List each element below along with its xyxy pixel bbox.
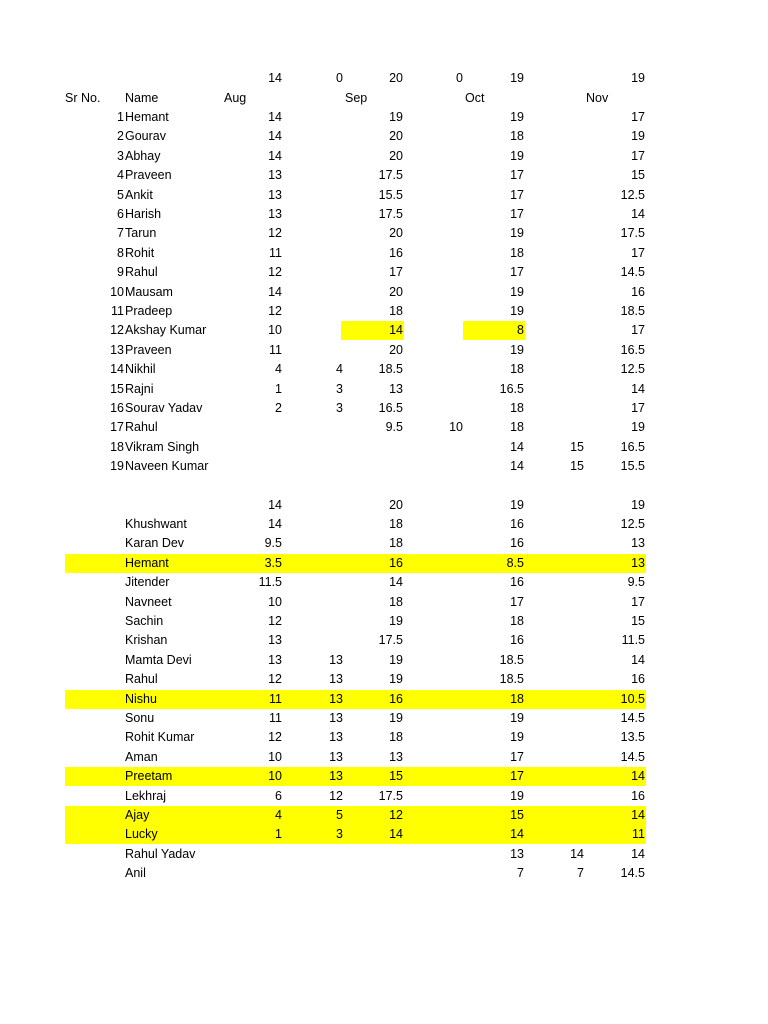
value-cell: 13 bbox=[329, 711, 343, 725]
sr-no-cell: 4 bbox=[117, 168, 124, 183]
value-cell: 18 bbox=[510, 420, 524, 435]
table-row bbox=[0, 845, 768, 864]
sr-no-cell: 13 bbox=[110, 342, 124, 357]
top-header-cell: 14 bbox=[268, 71, 282, 85]
table-row bbox=[0, 670, 768, 689]
value-cell: 11 bbox=[269, 691, 282, 706]
value-cell: 18.5 bbox=[620, 304, 645, 318]
header-oct: Oct bbox=[465, 91, 485, 105]
value-cell: 16.5 bbox=[378, 401, 403, 415]
top-header-row bbox=[0, 69, 768, 88]
top-header-cell: 0 bbox=[336, 71, 343, 85]
table-row-highlighted bbox=[0, 554, 768, 573]
value-cell: 6 bbox=[275, 788, 282, 803]
table-row bbox=[0, 127, 768, 146]
value-cell: 17.5 bbox=[378, 788, 403, 803]
table-row bbox=[0, 709, 768, 728]
value-cell: 16 bbox=[631, 284, 645, 299]
header-aug: Aug bbox=[224, 91, 247, 105]
table-row-highlighted bbox=[0, 806, 768, 825]
name-cell: Sonu bbox=[125, 711, 155, 725]
value-cell: 16.5 bbox=[620, 439, 645, 454]
value-cell: 14.5 bbox=[620, 711, 645, 725]
table-row bbox=[0, 748, 768, 767]
value-cell: 15 bbox=[631, 168, 645, 183]
name-cell: Vikram Singh bbox=[125, 439, 200, 454]
sr-no-cell: 15 bbox=[110, 381, 124, 396]
value-cell: 18 bbox=[510, 362, 524, 377]
value-cell: 11 bbox=[269, 342, 282, 357]
value-cell: 16 bbox=[631, 672, 645, 687]
value-cell: 17.5 bbox=[378, 633, 403, 648]
table-row bbox=[0, 147, 768, 166]
value-cell: 18 bbox=[389, 594, 403, 609]
value-cell: 19 bbox=[510, 304, 524, 318]
value-cell: 8 bbox=[517, 323, 524, 338]
name-cell: Sachin bbox=[125, 614, 164, 628]
value-cell: 14 bbox=[268, 129, 282, 144]
name-cell: Lekhraj bbox=[125, 788, 166, 803]
table-row bbox=[0, 534, 768, 553]
value-cell: 14 bbox=[631, 381, 645, 396]
value-cell: 16 bbox=[389, 555, 403, 570]
value-cell: 16 bbox=[510, 517, 524, 531]
value-cell: 13 bbox=[268, 168, 282, 183]
value-cell: 17 bbox=[631, 245, 645, 260]
name-cell: Naveen Kumar bbox=[125, 459, 209, 474]
value-cell: 10 bbox=[268, 323, 282, 338]
name-cell: Rahul bbox=[125, 265, 158, 280]
table-row bbox=[0, 263, 768, 282]
top-header-cell: 20 bbox=[389, 71, 403, 85]
value-cell: 19 bbox=[510, 284, 524, 299]
sr-no-cell: 16 bbox=[110, 401, 124, 415]
value-cell: 9.5 bbox=[264, 536, 282, 551]
value-cell: 19 bbox=[389, 652, 403, 667]
value-cell: 15 bbox=[389, 769, 403, 784]
table-row bbox=[0, 321, 768, 340]
section-2-header-row bbox=[0, 496, 768, 515]
name-cell: Ajay bbox=[125, 808, 150, 822]
value-cell: 14 bbox=[631, 846, 645, 861]
value-cell: 14 bbox=[510, 459, 524, 474]
value-cell: 19 bbox=[510, 788, 524, 803]
name-cell: Rohit Kumar bbox=[125, 730, 195, 745]
value-cell: 17.5 bbox=[378, 168, 403, 183]
value-cell: 10 bbox=[268, 769, 282, 784]
table-row bbox=[0, 418, 768, 437]
value-cell: 14 bbox=[389, 323, 403, 338]
table-row bbox=[0, 283, 768, 302]
value-cell: 3.5 bbox=[264, 555, 282, 570]
value-cell: 14 bbox=[268, 110, 282, 124]
value-cell: 14 bbox=[631, 207, 645, 221]
sr-no-cell: 10 bbox=[110, 284, 124, 299]
table-row bbox=[0, 244, 768, 263]
value-cell: 18 bbox=[510, 691, 524, 706]
name-cell: Praveen bbox=[125, 342, 172, 357]
name-cell: Preetam bbox=[125, 769, 173, 784]
name-cell: Pradeep bbox=[125, 304, 173, 318]
value-cell: 15 bbox=[570, 439, 584, 454]
value-cell: 18.5 bbox=[378, 362, 403, 377]
value-cell: 12 bbox=[329, 788, 343, 803]
value-cell: 13 bbox=[329, 691, 343, 706]
value-cell: 20 bbox=[389, 226, 403, 241]
name-cell: Karan Dev bbox=[125, 536, 185, 551]
value-cell: 1 bbox=[275, 827, 282, 842]
value-cell: 13 bbox=[329, 730, 343, 745]
value-cell: 3 bbox=[336, 381, 343, 396]
value-cell: 15 bbox=[570, 459, 584, 474]
value-cell: 20 bbox=[389, 148, 403, 163]
name-cell: Anil bbox=[125, 866, 146, 881]
value-cell: 17 bbox=[389, 265, 403, 280]
value-cell: 11 bbox=[632, 827, 645, 842]
value-cell: 14 bbox=[389, 575, 403, 590]
value-cell: 19 bbox=[631, 420, 645, 435]
table-row bbox=[0, 399, 768, 418]
table-row bbox=[0, 186, 768, 205]
value-cell: 18 bbox=[389, 517, 403, 531]
name-cell: Sourav Yadav bbox=[125, 401, 203, 415]
sr-no-cell: 6 bbox=[117, 207, 124, 221]
value-cell: 8.5 bbox=[506, 555, 524, 570]
value-cell: 15 bbox=[510, 808, 524, 822]
table-row bbox=[0, 651, 768, 670]
name-cell: Rahul bbox=[125, 672, 158, 687]
table-row bbox=[0, 593, 768, 612]
name-cell: Rahul Yadav bbox=[125, 846, 196, 861]
name-cell: Rohit bbox=[125, 245, 155, 260]
table-row bbox=[0, 166, 768, 185]
value-cell: 19 bbox=[510, 711, 524, 725]
table-row bbox=[0, 515, 768, 534]
table-row bbox=[0, 224, 768, 243]
value-cell: 16 bbox=[510, 575, 524, 590]
header-sr-no: Sr No. bbox=[65, 91, 101, 105]
name-cell: Nishu bbox=[125, 691, 157, 706]
value-cell: 4 bbox=[336, 362, 343, 377]
value-cell: 13 bbox=[329, 749, 343, 764]
value-cell: 13.5 bbox=[620, 730, 645, 745]
value-cell: 16 bbox=[510, 536, 524, 551]
value-cell: 13 bbox=[631, 536, 645, 551]
table-row bbox=[0, 457, 768, 476]
value-cell: 13 bbox=[329, 672, 343, 687]
value-cell: 17 bbox=[510, 187, 524, 202]
value-cell: 14 bbox=[631, 769, 645, 784]
top-header-cell: 19 bbox=[631, 71, 645, 85]
value-cell: 19 bbox=[510, 226, 524, 241]
value-cell: 13 bbox=[329, 652, 343, 667]
value-cell: 19 bbox=[389, 711, 403, 725]
name-cell: Mausam bbox=[125, 284, 173, 299]
value-cell: 16 bbox=[510, 633, 524, 648]
value-cell: 12 bbox=[268, 304, 282, 318]
sr-no-cell: 3 bbox=[117, 148, 124, 163]
name-cell: Jitender bbox=[125, 575, 170, 590]
table-row bbox=[0, 631, 768, 650]
sr-no-cell: 17 bbox=[110, 420, 124, 435]
value-cell: 18 bbox=[510, 401, 524, 415]
table-row bbox=[0, 341, 768, 360]
value-cell: 11 bbox=[269, 711, 282, 725]
value-cell: 9.5 bbox=[627, 575, 645, 590]
value-cell: 3 bbox=[336, 401, 343, 415]
value-cell: 18 bbox=[389, 730, 403, 745]
sr-no-cell: 18 bbox=[110, 439, 124, 454]
table-row bbox=[0, 380, 768, 399]
value-cell: 5 bbox=[336, 808, 343, 822]
value-cell: 20 bbox=[389, 284, 403, 299]
table-row-highlighted bbox=[0, 825, 768, 844]
value-cell: 13 bbox=[268, 187, 282, 202]
value-cell: 20 bbox=[389, 129, 403, 144]
name-cell: Krishan bbox=[125, 633, 168, 648]
value-cell: 17.5 bbox=[620, 226, 645, 241]
sr-no-cell: 9 bbox=[117, 265, 124, 280]
value-cell: 18 bbox=[510, 614, 524, 628]
value-cell: 14 bbox=[510, 439, 524, 454]
name-cell: Harish bbox=[125, 207, 162, 221]
value-cell: 2 bbox=[275, 401, 282, 415]
value-cell: 16.5 bbox=[620, 342, 645, 357]
value-cell: 17 bbox=[631, 148, 645, 163]
table-row bbox=[0, 302, 768, 321]
name-cell: Nikhil bbox=[125, 362, 156, 377]
value-cell: 18.5 bbox=[499, 672, 524, 687]
value-cell: 4 bbox=[275, 362, 282, 377]
value-cell: 15 bbox=[631, 614, 645, 628]
value-cell: 17.5 bbox=[378, 207, 403, 221]
value-cell: 14 bbox=[631, 652, 645, 667]
table-row-highlighted bbox=[0, 690, 768, 709]
name-cell: Rajni bbox=[125, 381, 154, 396]
value-cell: 17 bbox=[510, 594, 524, 609]
value-cell: 14 bbox=[631, 808, 645, 822]
top-header-cell: 0 bbox=[456, 71, 463, 85]
table-row bbox=[0, 573, 768, 592]
value-cell: 12 bbox=[268, 614, 282, 628]
sr-no-cell: 8 bbox=[117, 245, 124, 260]
column-header-row bbox=[0, 89, 768, 108]
value-cell: 12.5 bbox=[620, 362, 645, 377]
value-cell: 16.5 bbox=[499, 381, 524, 396]
sr-no-cell: 11 bbox=[111, 304, 124, 318]
table-row bbox=[0, 360, 768, 379]
value-cell: 10 bbox=[268, 594, 282, 609]
value-cell: 20 bbox=[389, 342, 403, 357]
value-cell: 14 bbox=[268, 148, 282, 163]
value-cell: 13 bbox=[389, 381, 403, 396]
value-cell: 12 bbox=[268, 265, 282, 280]
value-cell: 7 bbox=[517, 866, 524, 881]
value-cell: 13 bbox=[510, 846, 524, 861]
value-cell: 13 bbox=[329, 769, 343, 784]
sr-no-cell: 5 bbox=[117, 187, 124, 202]
value-cell: 12 bbox=[389, 808, 403, 822]
value-cell: 17 bbox=[631, 594, 645, 609]
value-cell: 4 bbox=[275, 808, 282, 822]
value-cell: 12 bbox=[268, 730, 282, 745]
value-cell: 17 bbox=[510, 265, 524, 280]
top-header-cell: 19 bbox=[510, 71, 524, 85]
value-cell: 13 bbox=[268, 633, 282, 648]
section-2-header-cell: 20 bbox=[389, 498, 403, 512]
value-cell: 14 bbox=[510, 827, 524, 842]
table-row-highlighted bbox=[0, 767, 768, 786]
value-cell: 12 bbox=[268, 226, 282, 241]
value-cell: 18 bbox=[389, 304, 403, 318]
value-cell: 19 bbox=[510, 110, 524, 124]
header-sep: Sep bbox=[345, 91, 368, 105]
value-cell: 15.5 bbox=[378, 187, 403, 202]
value-cell: 17 bbox=[510, 207, 524, 221]
value-cell: 17 bbox=[510, 769, 524, 784]
name-cell: Hemant bbox=[125, 555, 169, 570]
value-cell: 11 bbox=[269, 245, 282, 260]
table-row bbox=[0, 205, 768, 224]
value-cell: 19 bbox=[389, 672, 403, 687]
header-nov: Nov bbox=[586, 91, 609, 105]
value-cell: 18 bbox=[510, 245, 524, 260]
sr-no-cell: 19 bbox=[110, 459, 124, 474]
value-cell: 14.5 bbox=[620, 265, 645, 280]
table-row bbox=[0, 612, 768, 631]
value-cell: 12.5 bbox=[620, 517, 645, 531]
value-cell: 19 bbox=[510, 148, 524, 163]
value-cell: 15.5 bbox=[620, 459, 645, 474]
value-cell: 14 bbox=[268, 284, 282, 299]
value-cell: 11.5 bbox=[258, 575, 282, 590]
value-cell: 10 bbox=[449, 420, 463, 435]
value-cell: 17 bbox=[510, 749, 524, 764]
sr-no-cell: 2 bbox=[117, 129, 124, 144]
name-cell: Tarun bbox=[125, 226, 157, 241]
name-cell: Abhay bbox=[125, 148, 161, 163]
value-cell: 10 bbox=[268, 749, 282, 764]
name-cell: Lucky bbox=[125, 827, 158, 842]
value-cell: 9.5 bbox=[385, 420, 403, 435]
table-row bbox=[0, 438, 768, 457]
name-cell: Mamta Devi bbox=[125, 652, 192, 667]
value-cell: 19 bbox=[510, 730, 524, 745]
value-cell: 12.5 bbox=[620, 187, 645, 202]
name-cell: Khushwant bbox=[125, 517, 187, 531]
value-cell: 1 bbox=[275, 381, 282, 396]
table-row bbox=[0, 728, 768, 747]
value-cell: 14 bbox=[570, 846, 584, 861]
value-cell: 19 bbox=[510, 342, 524, 357]
value-cell: 13 bbox=[268, 207, 282, 221]
name-cell: Praveen bbox=[125, 168, 172, 183]
value-cell: 14.5 bbox=[620, 749, 645, 764]
sr-no-cell: 1 bbox=[117, 110, 124, 124]
value-cell: 12 bbox=[268, 672, 282, 687]
value-cell: 17 bbox=[631, 323, 645, 338]
sr-no-cell: 14 bbox=[110, 362, 124, 377]
value-cell: 10.5 bbox=[620, 691, 645, 706]
table-row bbox=[0, 864, 768, 883]
name-cell: Gourav bbox=[125, 129, 166, 144]
value-cell: 7 bbox=[577, 866, 584, 881]
value-cell: 19 bbox=[389, 614, 403, 628]
table-row bbox=[0, 108, 768, 127]
section-2-header-cell: 19 bbox=[510, 498, 524, 512]
name-cell: Navneet bbox=[125, 594, 172, 609]
name-cell: Ankit bbox=[125, 187, 153, 202]
value-cell: 14.5 bbox=[620, 866, 645, 881]
name-cell: Hemant bbox=[125, 110, 169, 124]
section-2-header-cell: 19 bbox=[631, 498, 645, 512]
name-cell: Rahul bbox=[125, 420, 158, 435]
value-cell: 14 bbox=[389, 827, 403, 842]
value-cell: 14 bbox=[268, 517, 282, 531]
sr-no-cell: 7 bbox=[117, 226, 124, 241]
value-cell: 16 bbox=[631, 788, 645, 803]
name-cell: Aman bbox=[125, 749, 158, 764]
table-row bbox=[0, 787, 768, 806]
value-cell: 18 bbox=[389, 536, 403, 551]
value-cell: 17 bbox=[631, 110, 645, 124]
value-cell: 16 bbox=[389, 691, 403, 706]
section-2-header-cell: 14 bbox=[268, 498, 282, 512]
value-cell: 11.5 bbox=[621, 633, 645, 648]
value-cell: 13 bbox=[389, 749, 403, 764]
value-cell: 19 bbox=[389, 110, 403, 124]
value-cell: 19 bbox=[631, 129, 645, 144]
name-cell: Akshay Kumar bbox=[125, 323, 207, 338]
header-name: Name bbox=[125, 91, 159, 105]
value-cell: 13 bbox=[631, 555, 645, 570]
value-cell: 3 bbox=[336, 827, 343, 842]
value-cell: 17 bbox=[631, 401, 645, 415]
sr-no-cell: 12 bbox=[110, 323, 124, 338]
value-cell: 17 bbox=[510, 168, 524, 183]
value-cell: 18.5 bbox=[499, 652, 524, 667]
value-cell: 18 bbox=[510, 129, 524, 144]
value-cell: 16 bbox=[389, 245, 403, 260]
value-cell: 13 bbox=[268, 652, 282, 667]
